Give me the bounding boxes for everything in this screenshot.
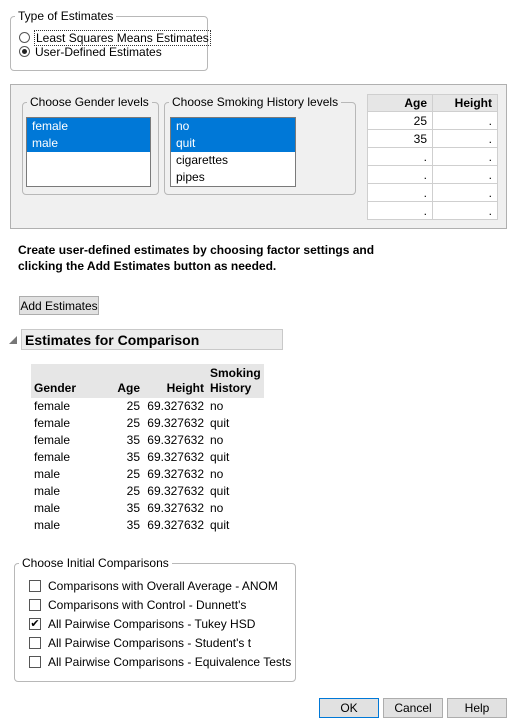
estimates-header-smoking [207,364,264,398]
estimates-cell: male [34,484,61,498]
estimates-cell: 25 [126,484,140,498]
radio-least-squares-circle[interactable] [19,32,30,43]
smoking-option[interactable]: quit [171,135,295,152]
estimates-cell: quit [210,484,230,498]
estimates-row [31,483,264,500]
checkbox-icon[interactable] [29,656,41,668]
initial-comparisons-legend: Choose Initial Comparisons [22,556,169,570]
estimates-cell: 35 [126,501,140,515]
estimates-cell: male [34,518,61,532]
comparison-option[interactable] [29,597,246,613]
covariate-cell[interactable]: . [433,166,498,184]
covariate-cell[interactable]: . [433,112,498,130]
estimates-row [31,432,264,449]
comparison-option[interactable] [29,578,278,594]
add-estimates-button[interactable]: Add Estimates [19,296,99,315]
smoking-option[interactable]: pipes [176,170,205,184]
covariate-cell[interactable]: . [433,148,498,166]
estimates-cell: quit [210,450,230,464]
help-button[interactable]: Help [447,698,507,718]
estimates-row [31,415,264,432]
instructions-text [18,242,374,274]
radio-least-squares[interactable] [19,30,210,45]
estimates-cell: female [34,416,71,430]
estimates-cell: no [210,433,224,447]
comparison-option[interactable] [29,635,251,651]
estimates-header-smoking-line: Smoking [210,366,261,380]
covariate-cell[interactable]: . [368,202,433,220]
estimates-cell: 69.327632 [147,450,204,464]
estimates-cell: 69.327632 [147,416,204,430]
estimates-row [31,500,264,517]
covariate-header-height: Height [433,95,498,112]
covariate-cell[interactable]: 35 [368,130,433,148]
covariate-cell[interactable]: . [368,184,433,202]
covariate-cell[interactable]: . [433,130,498,148]
smoking-levels-legend: Choose Smoking History levels [172,95,339,109]
estimates-cell: 69.327632 [147,518,204,532]
gender-option[interactable]: male [27,135,150,152]
comparison-option-label[interactable]: All Pairwise Comparisons - Student's t [48,636,252,650]
covariate-cell[interactable]: . [433,202,498,220]
estimates-row [31,517,264,534]
covariate-cell[interactable]: . [433,184,498,202]
comparison-option-label[interactable]: All Pairwise Comparisons - Equivalence Tests [48,655,292,669]
gender-levels-legend: Choose Gender levels [30,95,149,109]
comparison-option-label[interactable]: Comparisons with Overall Average - ANOM [48,579,278,593]
instructions-line: Create user-defined estimates by choosing factor settings and [18,243,375,257]
type-of-estimates-legend: Type of Estimates [18,9,114,23]
estimates-outline-title[interactable]: Estimates for Comparison [21,329,283,350]
comparison-option-label[interactable]: Comparisons with Control - Dunnett's [48,598,247,612]
radio-user-defined[interactable] [19,44,162,59]
smoking-listbox[interactable] [170,117,296,187]
estimates-cell: 35 [126,450,140,464]
estimates-body [31,398,264,534]
estimates-row [31,466,264,483]
estimates-cell: female [34,433,71,447]
comparison-option-label[interactable]: All Pairwise Comparisons - Tukey HSD [48,617,256,631]
comparison-option[interactable] [29,654,291,670]
cancel-button[interactable]: Cancel [383,698,443,718]
estimates-header-smoking-line: History [210,381,252,395]
estimates-cell: 69.327632 [147,467,204,481]
smoking-option[interactable]: no [171,118,295,135]
estimates-cell: no [210,467,224,481]
estimates-cell: 69.327632 [147,501,204,515]
radio-user-defined-circle[interactable] [19,46,30,57]
radio-least-squares-label[interactable]: Least Squares Means Estimates [36,30,209,45]
comparison-option[interactable] [29,616,255,632]
ok-button[interactable]: OK [319,698,379,718]
estimates-table [31,364,264,534]
disclosure-triangle-icon[interactable] [9,336,17,344]
estimates-row [31,398,264,415]
checkbox-icon[interactable] [29,599,41,611]
estimates-cell: 25 [126,467,140,481]
estimates-cell: 35 [126,433,140,447]
estimates-cell: no [210,399,224,413]
checkbox-checked-icon[interactable]: ✔ [30,618,40,630]
instructions-line: clicking the Add Estimates button as needed. [18,259,277,273]
smoking-option[interactable]: cigarettes [176,153,229,167]
estimates-cell: male [34,467,61,481]
estimates-cell: 69.327632 [147,433,204,447]
checkbox-icon[interactable] [29,637,41,649]
estimates-row [31,449,264,466]
covariate-header-age: Age [368,95,433,112]
radio-user-defined-label[interactable]: User-Defined Estimates [35,44,162,59]
estimates-header-height: Height [143,364,207,398]
checkbox-icon[interactable] [29,580,41,592]
estimates-cell: 35 [126,518,140,532]
estimates-cell: quit [210,518,230,532]
estimates-cell: 69.327632 [147,484,204,498]
covariate-cell[interactable]: 25 [368,112,433,130]
estimates-cell: male [34,501,61,515]
estimates-cell: 69.327632 [147,399,204,413]
estimates-cell: no [210,501,224,515]
covariate-table [367,94,498,220]
covariate-cell[interactable]: . [368,148,433,166]
estimates-cell: quit [210,416,230,430]
estimates-cell: female [34,399,71,413]
estimates-header-age: Age [81,364,143,398]
estimates-cell: 25 [126,416,140,430]
covariate-cell[interactable]: . [368,166,433,184]
estimates-header-gender: Gender [31,364,81,398]
gender-option[interactable]: female [27,118,150,135]
estimates-cell: female [34,450,71,464]
gender-listbox[interactable] [26,117,151,187]
estimates-cell: 25 [126,399,140,413]
